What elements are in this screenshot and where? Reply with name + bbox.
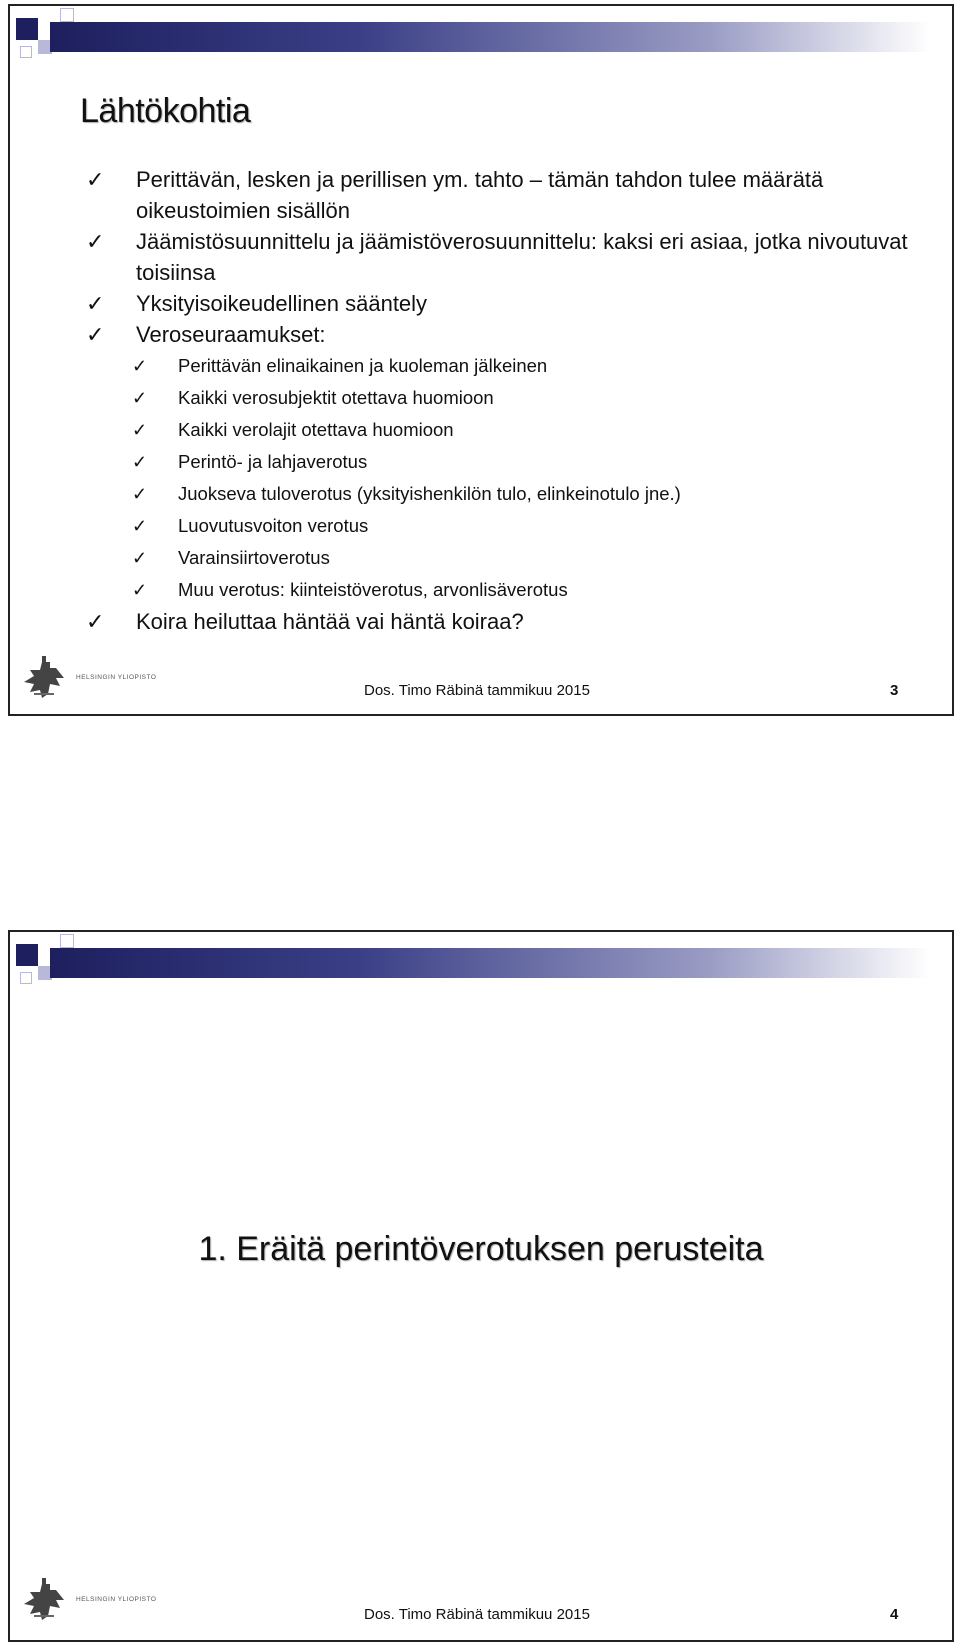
checkmark-icon: ✓ [86,291,105,316]
page-number: 4 [890,1606,899,1623]
sub-list-item: ✓ Perittävän elinaikainen ja kuoleman jälkeinen [10,350,952,382]
checkmark-icon: ✓ [86,229,105,254]
list-item: ✓ Yksityisoikeudellinen sääntely [10,288,952,319]
sub-list-item: ✓ Juokseva tuloverotus (yksityishenkilön tulo, elinkeinotulo jne.) [10,478,952,510]
checkmark-icon: ✓ [132,516,148,536]
checkmark-icon: ✓ [132,580,148,600]
footer-text: Dos. Timo Räbinä tammikuu 2015 [364,682,590,699]
list-item: ✓ Jäämistösuunnittelu ja jäämistöverosuunnittelu: kaksi eri asiaa, jotka nivoutuvat toisiinsa [10,226,952,288]
sub-list-item: ✓ Varainsiirtoverotus [10,542,952,574]
sub-list-item: ✓ Muu verotus: kiinteistöverotus, arvonlisäverotus [10,574,952,606]
section-title: 1. Eräitä perintöverotuksen perusteita [198,1230,764,1268]
sub-list-item: ✓ Perintö- ja lahjaverotus [10,446,952,478]
sub-list-item: ✓ Kaikki verolajit otettava huomioon [10,414,952,446]
checkmark-icon: ✓ [132,356,148,376]
slide-header-decoration [10,932,952,992]
checkmark-icon: ✓ [132,420,148,440]
checkmark-icon: ✓ [132,548,148,568]
footer-text: Dos. Timo Räbinä tammikuu 2015 [364,1606,590,1623]
slide-3 [8,4,954,716]
checkmark-icon: ✓ [132,388,148,408]
checkmark-icon: ✓ [132,452,148,472]
helsinki-cathedral-icon [20,654,70,702]
university-logo: HELSINGIN YLIOPISTO [20,654,150,702]
checkmark-icon: ✓ [86,167,105,192]
slide-4 [8,930,954,1642]
list-item: ✓ Koira heiluttaa häntää vai häntä koiraa? [10,606,952,637]
list-item: ✓ Veroseuraamukset: [10,319,952,350]
university-logo: HELSINGIN YLIOPISTO [20,1576,150,1624]
checkmark-icon: ✓ [132,484,148,504]
list-item: ✓ Perittävän, lesken ja perillisen ym. tahto – tämän tahdon tulee määrätä oikeustoimien sisällön [10,164,952,226]
helsinki-cathedral-icon [20,1576,70,1624]
checkmark-icon: ✓ [86,322,105,347]
checkmark-icon: ✓ [86,609,105,634]
sub-list-item: ✓ Luovutusvoiton verotus [10,510,952,542]
bullet-list [10,164,952,637]
sub-list-item: ✓ Kaikki verosubjektit otettava huomioon [10,382,952,414]
page-number: 3 [890,682,899,699]
slide-header-decoration [10,6,952,66]
slide-title: Lähtökohtia [80,92,251,130]
